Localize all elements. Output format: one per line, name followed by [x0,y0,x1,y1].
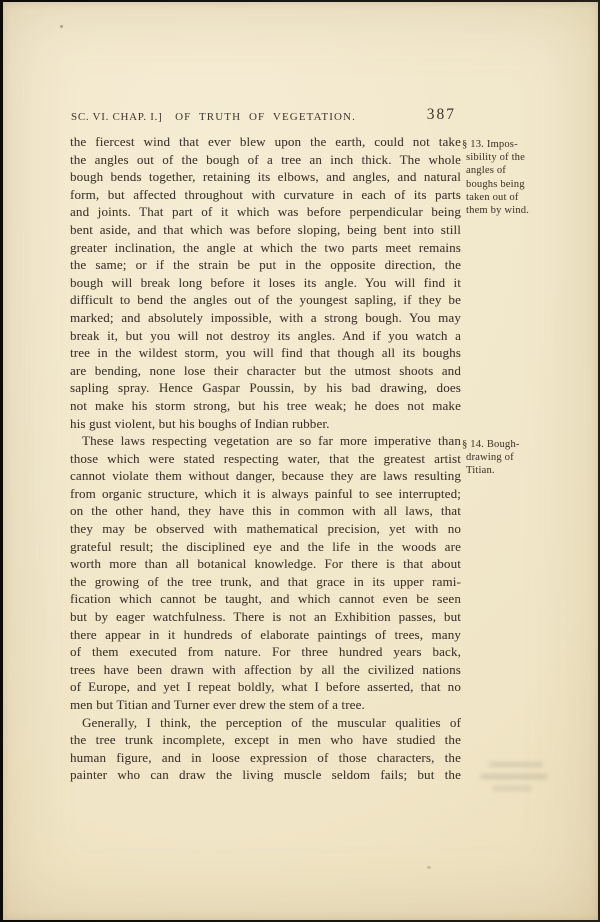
text-line: sapling spray. Hence Gaspar Poussin, by his bad drawing, does [70,380,461,396]
text-line: marked; and absolutely impossible, with a strong bough. You may [70,309,461,325]
text-line: Generally, I think, the perception of the muscular qualities of [82,714,461,730]
text-line: grateful result; the disciplined eye and the life in the woods are [70,538,461,554]
text-line: his gust violent, but his boughs of Indian rubber. [70,415,330,431]
text-line: not make his storm strong, but his tree weak; he does not make [70,397,461,413]
text-line: there appear in it hundreds of elaborate paintings of trees, many [70,626,461,642]
body-text [70,133,461,784]
sidenote-line: Titian. [466,465,495,477]
running-title: OF TRUTH OF VEGETATION. [175,111,356,123]
text-line: worth more than all botanical knowledge. For there is that about [70,556,461,572]
sidenote-line: angles of [466,165,506,177]
text-line: but by eager watchfulness. There is not an Exhibition passes, but [70,609,461,625]
text-line: greater inclination, the angle at which the two parts meet remains [70,239,461,255]
text-line: bough will break long before it loses its angle. You will find it [70,274,461,290]
page-number: 387 [426,106,456,123]
text-line: those which were stated respecting water, that the greatest artist [70,450,461,466]
text-line: of them executed from nature. For three hundred years back, [70,644,461,660]
page-header [70,105,461,125]
text-line: from organic structure, which it is always painful to see interrupted; [70,485,461,501]
sidenote-section-14 [462,438,554,478]
text-line: the growing of the tree trunk, and that grace in its upper rami- [70,573,461,589]
sidenote-line: § 13. Impos- [462,139,518,150]
text-line: the tree trunk incomplete, except in men who have studied the [70,732,461,748]
text-line: difficult to bend the angles out of the youngest sapling, if they be [70,292,461,308]
text-line: painter who can draw the living muscle seldom fails; but the [70,767,461,783]
text-line: bent aside, and that which was before sloping, being bent into still [70,221,461,237]
sidenote-line: sibility of the [466,152,525,164]
sidenote-line: them by wind. [466,205,529,217]
book-page [3,2,598,920]
sidenote-line: drawing of [466,452,514,464]
ink-bleed-through [479,755,559,801]
text-line: men but Titian and Turner ever drew the stem of a tree. [70,697,365,712]
text-line: These laws respecting vegetation are so far more imperative than [82,433,461,449]
text-line: are bending, none lose their character but the utmost shoots and [70,362,461,378]
text-line: trees have been drawn with affection by all the civilized nations [70,661,461,677]
text-line: fication which cannot be taught, and which cannot even be seen [70,591,461,607]
text-line: form, but affected throughout with curvature in each of its parts [70,186,461,202]
text-line: cannot violate them without danger, because they are laws resulting [70,468,461,484]
section-chapter-label: SC. VI. CHAP. I.] [71,111,163,123]
text-line: the same; or if the strain be put in the opposite direction, the [70,257,461,273]
text-line: they may be observed with mathematical precision, yet with no [70,521,461,537]
sidenote-line: boughs being [466,178,525,190]
paper-speck [427,866,431,869]
paper-speck [60,25,63,28]
text-line: bough bends together, retaining its elbows, and angles, and natural [70,169,461,185]
text-line: human figure, and in loose expression of those characters, the [70,749,461,765]
text-line: of Europe, and yet I repeat boldly, what I before asserted, that no [70,679,461,695]
text-line: break it, but you will not destroy its angles. And if you watch a [70,327,461,343]
sidenote-section-13 [462,138,554,217]
text-line: the angles out of the bough of a tree an inch thick. The whole [70,151,461,167]
text-line: the fiercest wind that ever blew upon the earth, could not take [70,134,461,149]
text-line: and joints. That part of it which was before perpendicular being [70,204,461,220]
text-line: tree in the wildest storm, you will find that though all its boughs [70,345,461,361]
text-line: on the other hand, they have this in common with all laws, that [70,503,461,519]
sidenote-line: § 14. Bough- [462,439,520,450]
sidenote-line: taken out of [466,191,519,203]
